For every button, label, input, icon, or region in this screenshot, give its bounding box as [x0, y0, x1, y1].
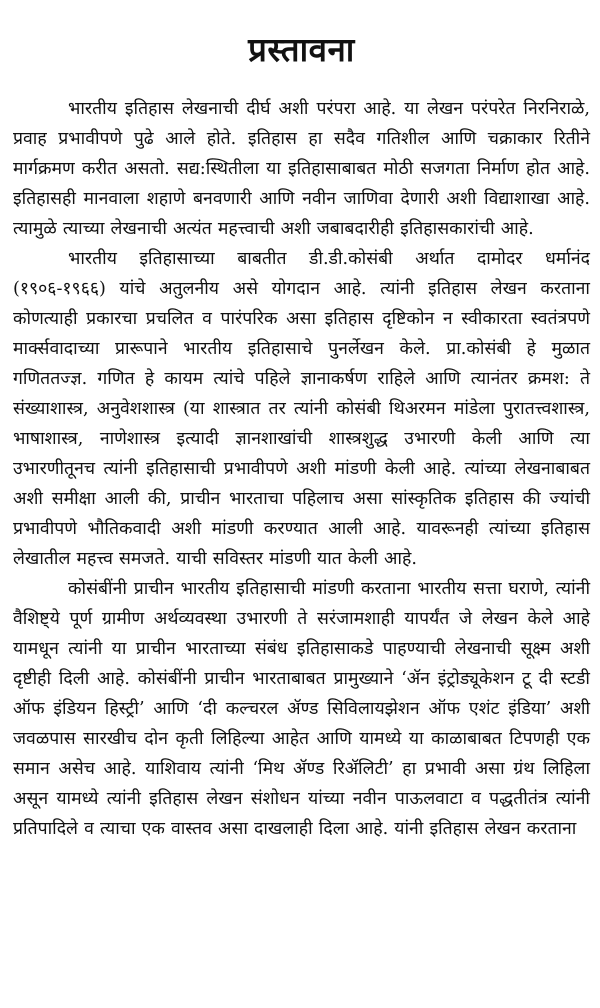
page-title: प्रस्तावना: [248, 30, 355, 69]
paragraph-3: कोसंबींनी प्राचीन भारतीय इतिहासाची मांडणी करताना भारतीय सत्ता घराणे, त्यांनी वैशिष्ट्ये पूर्ण ग्रामीण अर्थव्यवस्था उभारणी ते सरंजामशाही यापर्यंत जे लेखन केले आहे यामधून त्यांनी या प्राचीन भारताच्या संबंध इतिहासाकडे पाहण्याची लेखनाची सूक्ष्म अशी दृष्टीही दिली आहे. कोसंबींनी प्राचीन भारताबाबत प्रामुख्याने ‘ॲन इंट्रोड्यूकेशन टू दी स्टडी ऑफ इंडियन हिस्ट्री’ आणि ‘दी कल्चरल ॲण्ड सिविलायझेशन ऑफ एशंट इंडिया’ अशी जवळपास सारखीच दोन कृती लिहिल्या आहेत आणि यामध्ये या काळाबाबत टिपणही एक समान असेच आहे. याशिवाय त्यांनी ‘मिथ ॲण्ड रिॲलिटी’ हा प्रभावी असा ग्रंथ लिहिला असून यामध्ये त्यांनी इतिहास लेखन संशोधन यांच्या नवीन पाऊलवाटा व पद्धतीतंत्र त्यांनी प्रतिपादिले व त्याचा एक वास्तव असा दाखलाही दिला आहे. यांनी इतिहास लेखन करताना: [13, 579, 590, 839]
paragraph-2: भारतीय इतिहासाच्या बाबतीत डी.डी.कोसंबी अर्थात दामोदर धर्मानंद (१९०६-१९६६) यांचे अतुलनीय असे योगदान आहे. त्यांनी इतिहास लेखन करताना कोणत्याही प्रकारचा प्रचलित व पारंपरिक असा इतिहास दृष्टिकोन न स्वीकारता स्वतंत्रपणे मार्क्सवादाच्या प्रारूपाने भारतीय इतिहासाचे पुनर्लेखन केले. प्रा.कोसंबी हे मुळात गणिततज्ज्ञ. गणित हे कायम त्यांचे पहिले ज्ञानाकर्षण राहिले आणि त्यानंतर क्रमश: ते संख्याशास्त्र, अनुवेशशास्त्र (या शास्त्रात तर त्यांनी कोसंबी थिअरमन मांडेला पुरातत्त्वशास्त्र, भाषाशास्त्र, नाणेशास्त्र इत्यादी ज्ञानशाखांची शास्त्रशुद्ध उभारणी केली आणि त्या उभारणीतूनच त्यांनी इतिहासाची प्रभावीपणे अशी मांडणी केली आहे. त्यांच्या लेखनाबाबत अशी समीक्षा आली की, प्राचीन भारताचा पहिलाच असा सांस्कृतिक इतिहास की ज्यांची प्रभावीपणे भौतिकवादी अशी मांडणी करण्यात आली आहे. यावरूनही त्यांच्या इतिहास लेखातील महत्त्व समजते. याची सविस्तर मांडणी यात केली आहे.: [13, 249, 590, 569]
paragraph-1: भारतीय इतिहास लेखनाची दीर्घ अशी परंपरा आहे. या लेखन परंपरेत निरनिराळे, प्रवाह प्रभावीपणे पुढे आले होते. इतिहास हा सदैव गतिशील आणि चक्राकार रितीने मार्गक्रमण करीत असतो. सद्य:स्थितीला या इतिहासाबाबत मोठी सजगता निर्माण होत आहे. इतिहासही मानवाला शहाणे बनवणारी आणि नवीन जाणिवा देणारी अशी विद्याशाखा आहे. त्यामुळे त्याच्या लेखनाची अत्यंत महत्त्वाची अशी जबाबदारीही इतिहासकारांची आहे.: [13, 99, 590, 239]
